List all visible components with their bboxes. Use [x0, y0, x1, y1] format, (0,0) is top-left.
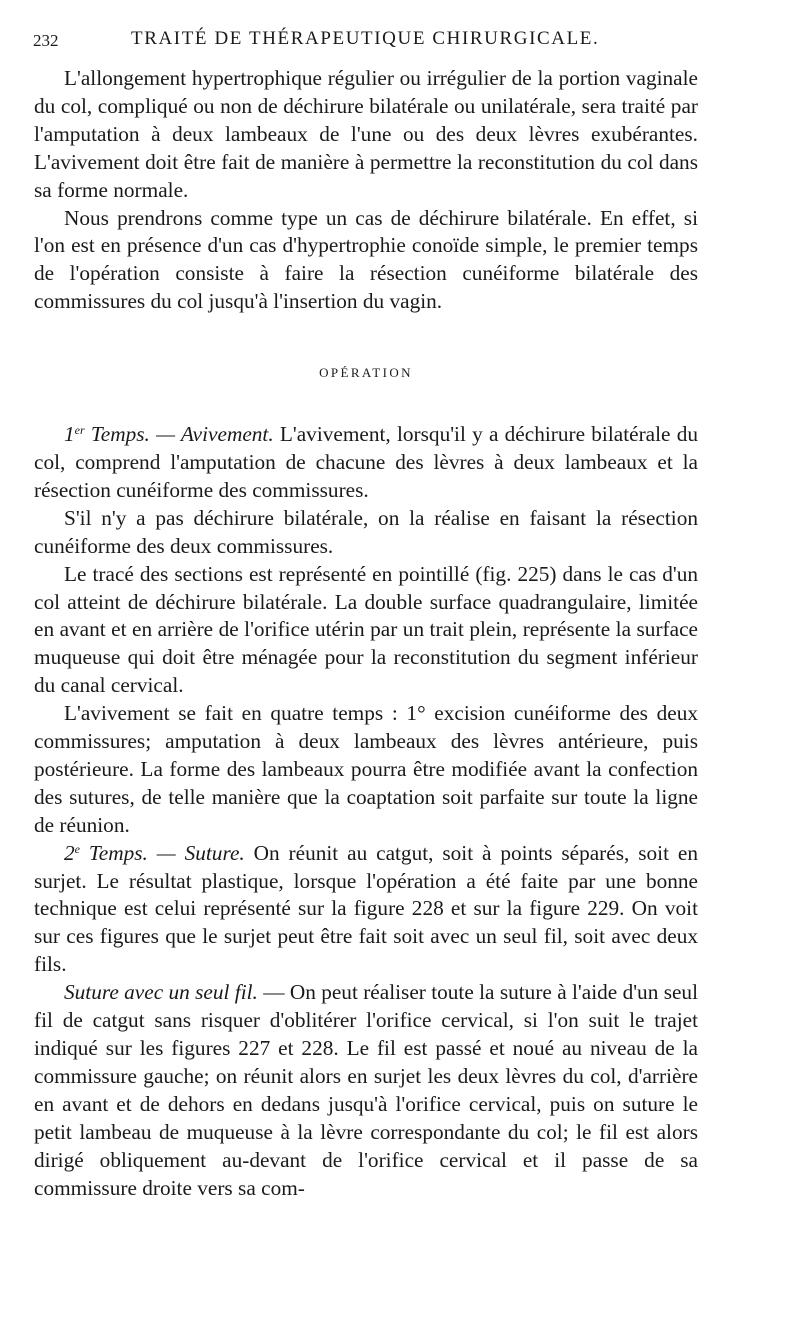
step-ordinal: er: [74, 423, 85, 438]
step-number: 1: [64, 422, 75, 447]
paragraph-1: L'allongement hypertrophique régulier ou irrégulier de la portion vaginale du col, compliqué ou non de déchirure bilatérale ou unilatérale, sera traité par l'amputation à deux lambeaux de l'une ou des deux lèvres exubérantes. L'avivement doit être fait de manière à permettre la reconstitution du col dans sa forme normale.: [34, 66, 698, 202]
body-text: [34, 65, 698, 1202]
page-number: 232: [33, 31, 59, 50]
step-ordinal: e: [74, 841, 80, 856]
subsection-text: — On peut réaliser toute la suture à l'aide d'un seul fil de catgut sans risquer d'oblitérer l'orifice cervical, si l'on suit le trajet indiqué sur les figures 227 et 228. Le fil est passé et noué au niveau de la commissure gauche; on réunit alors en surjet les deux lèvres du col, d'arrière en avant et de dehors en dedans jusqu'à l'orifice cervical, puis on suture le petit lambeau de muqueuse à la lèvre correspondante du col; le fil est alors dirigé obliquement au-devant de l'orifice cervical et il passe de sa commissure droite vers sa com-: [34, 980, 698, 1200]
paragraph-6: L'avivement se fait en quatre temps : 1° excision cunéiforme des deux commissures; amputation à deux lambeaux des lèvres antérieure, puis postérieure. La forme des lambeaux pourra être modifiée avant la confection des sutures, de telle manière que la coaptation soit parfaite sur toute la ligne de réunion.: [34, 701, 698, 837]
step-label: Temps. — Avivement.: [84, 422, 274, 447]
paragraph-2: Nous prendrons comme type un cas de déchirure bilatérale. En effet, si l'on est en présence d'un cas d'hypertrophie conoïde simple, le premier temps de l'opération consiste à faire la résection cunéiforme bilatérale des commissures du col jusqu'à l'insertion du vagin.: [34, 205, 698, 314]
paragraph-3: [34, 421, 698, 505]
subsection-label: Suture avec un seul fil.: [64, 980, 258, 1005]
step-text: On réunit au catgut, soit à points séparés, soit en surjet. Le résultat plastique, lorsque l'opération a été faite par une bonne technique est celui représenté sur la figure 228 et sur la figure 229. On voit sur ces figures que le surjet peut être fait soit avec un seul fil, soit avec deux fils.: [34, 840, 698, 977]
step-number: 2: [64, 840, 75, 865]
paragraph-8: [34, 979, 698, 1202]
step-label: Temps. — Suture.: [79, 840, 245, 865]
paragraph-7: [34, 840, 698, 980]
section-heading: OPÉRATION: [319, 365, 413, 381]
paragraph-4: S'il n'y a pas déchirure bilatérale, on la réalise en faisant la résection cunéiforme des deux commissures.: [34, 505, 698, 558]
step-text: L'avivement, lorsqu'il y a déchirure bilatérale du col, comprend l'amputation de chacune des lèvres à deux lambeaux et la résection cunéiforme des commissures.: [34, 422, 698, 502]
paragraph-5: Le tracé des sections est représenté en pointillé (fig. 225) dans le cas d'un col atteint de déchirure bilatérale. La double surface quadrangulaire, limitée en avant et en arrière de l'orifice utérin par un trait plein, représente la surface muqueuse qui doit être ménagée pour la reconstitution du segment inférieur du canal cervical.: [34, 561, 698, 698]
book-title: TRAITÉ DE THÉRAPEUTIQUE CHIRURGICALE.: [131, 28, 600, 49]
